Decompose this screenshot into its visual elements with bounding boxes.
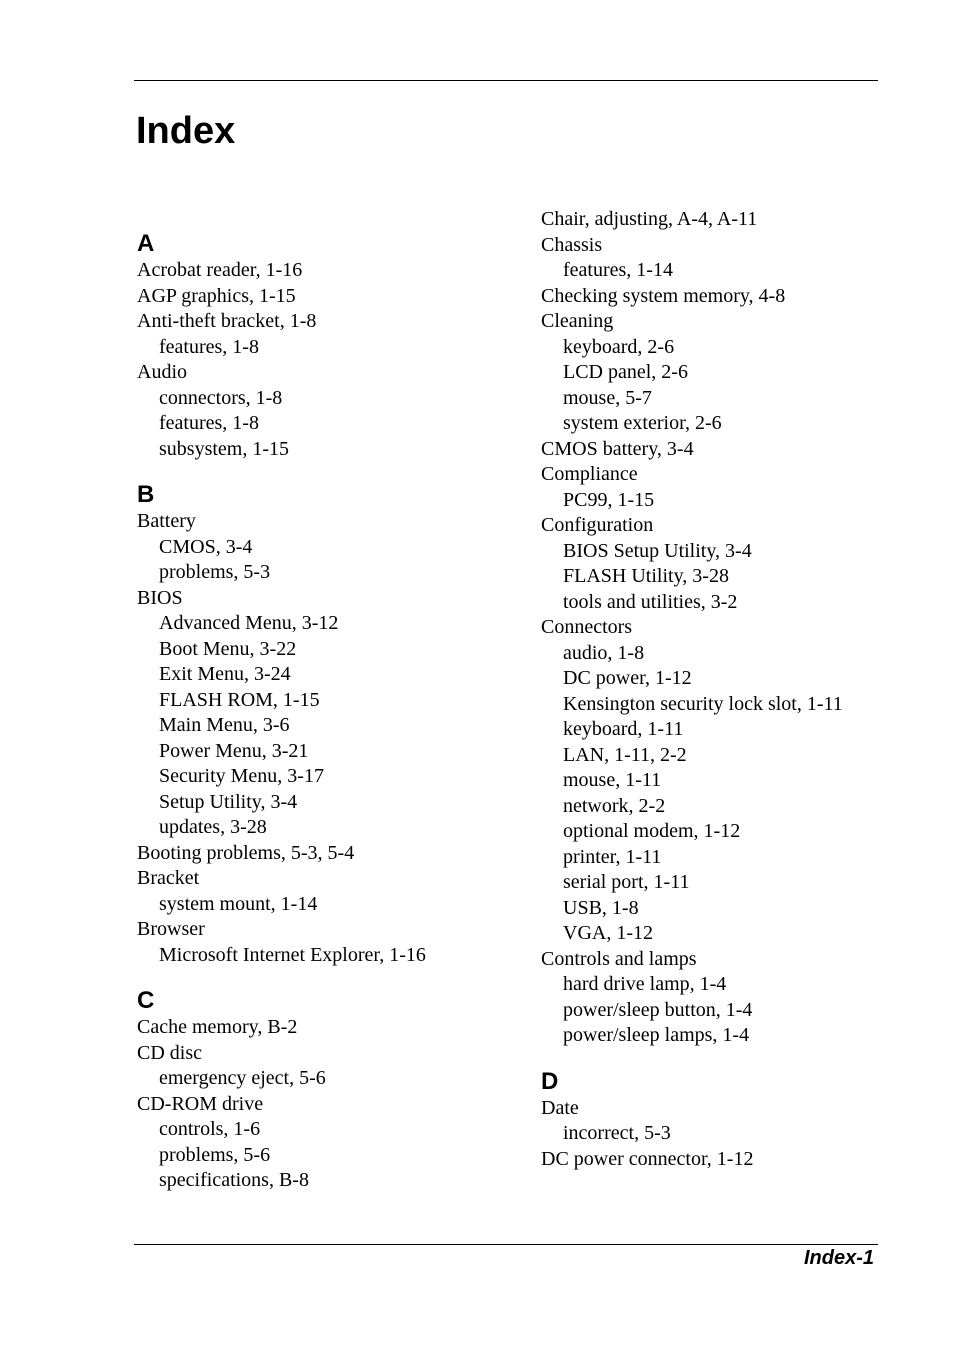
index-subentry: serial port, 1-11 xyxy=(563,871,690,893)
index-subentry: controls, 1-6 xyxy=(159,1118,261,1140)
index-entry: CD disc xyxy=(137,1041,202,1064)
page-footer: Index-1 xyxy=(803,1247,874,1269)
index-subentry: hard drive lamp, 1-4 xyxy=(563,973,727,995)
section-letter: A xyxy=(137,230,155,257)
index-subentry: power/sleep lamps, 1-4 xyxy=(563,1024,750,1046)
index-subentry: LAN, 1-11, 2-2 xyxy=(563,743,687,766)
index-column-right xyxy=(541,207,941,1172)
index-entry: DC power connector, 1-12 xyxy=(541,1147,754,1170)
index-entry: Bracket xyxy=(137,867,200,889)
index-section xyxy=(137,986,537,1194)
index-subentry: mouse, 1-11 xyxy=(563,769,662,791)
section-letter: C xyxy=(137,987,155,1014)
index-subentry: USB, 1-8 xyxy=(563,896,639,919)
index-entry: Chair, adjusting, A-4, A-11 xyxy=(541,208,758,230)
index-subentry: BIOS Setup Utility, 3-4 xyxy=(563,539,752,562)
index-entry: Browser xyxy=(137,918,205,940)
index-subentry: problems, 5-6 xyxy=(159,1143,271,1166)
index-subentry: tools and utilities, 3-2 xyxy=(563,590,738,613)
top-rule xyxy=(134,80,878,81)
section-letter: B xyxy=(137,481,155,508)
index-subentry: connectors, 1-8 xyxy=(159,386,283,409)
index-entry: Acrobat reader, 1-16 xyxy=(137,259,303,281)
index-section xyxy=(541,1067,941,1173)
index-entry: Compliance xyxy=(541,463,638,485)
index-subentry: LCD panel, 2-6 xyxy=(563,361,688,383)
index-subentry: incorrect, 5-3 xyxy=(563,1122,671,1144)
index-subentry: system exterior, 2-6 xyxy=(563,412,722,434)
index-entry: Battery xyxy=(137,510,196,532)
index-subentry: Boot Menu, 3-22 xyxy=(159,637,297,660)
index-subentry: network, 2-2 xyxy=(563,794,666,817)
index-subentry: emergency eject, 5-6 xyxy=(159,1067,326,1089)
bottom-rule xyxy=(134,1244,878,1245)
index-subentry: optional modem, 1-12 xyxy=(563,820,741,842)
index-subentry: Kensington security lock slot, 1-11 xyxy=(563,692,843,715)
index-section xyxy=(137,229,537,462)
index-entry: Anti-theft bracket, 1-8 xyxy=(137,310,317,332)
index-entry: Date xyxy=(541,1096,579,1119)
index-subentry: VGA, 1-12 xyxy=(563,922,653,944)
index-subentry: printer, 1-11 xyxy=(563,845,662,868)
index-subentry: power/sleep button, 1-4 xyxy=(563,998,753,1021)
index-subentry: updates, 3-28 xyxy=(159,816,267,838)
index-entry: Controls and lamps xyxy=(541,947,697,970)
section-letter: D xyxy=(541,1067,559,1095)
index-subentry: keyboard, 2-6 xyxy=(563,335,675,358)
index-entry: BIOS xyxy=(137,586,183,609)
index-subentry: mouse, 5-7 xyxy=(563,386,652,409)
index-subentry: Security Menu, 3-17 xyxy=(159,765,324,787)
index-subentry: subsystem, 1-15 xyxy=(159,437,289,460)
index-entry: Cache memory, B-2 xyxy=(137,1016,298,1038)
index-entry: Connectors xyxy=(541,616,633,638)
index-subentry: features, 1-8 xyxy=(159,412,259,434)
index-column-left xyxy=(137,229,537,1194)
index-entry: Configuration xyxy=(541,514,654,536)
index-subentry: Microsoft Internet Explorer, 1-16 xyxy=(159,943,426,966)
index-subentry: FLASH ROM, 1-15 xyxy=(159,688,320,711)
index-subentry: PC99, 1-15 xyxy=(563,488,655,511)
index-entry: Chassis xyxy=(541,233,603,256)
index-subentry: Power Menu, 3-21 xyxy=(159,739,309,762)
index-subentry: system mount, 1-14 xyxy=(159,892,318,915)
page-title: Index xyxy=(136,110,236,152)
index-entry: CD-ROM drive xyxy=(137,1092,264,1115)
index-entry: AGP graphics, 1-15 xyxy=(137,284,296,307)
index-subentry: keyboard, 1-11 xyxy=(563,718,684,740)
index-section xyxy=(541,207,941,1049)
index-entry: Booting problems, 5-3, 5-4 xyxy=(137,841,355,864)
index-section xyxy=(137,480,537,968)
index-subentry: specifications, B-8 xyxy=(159,1169,309,1191)
index-entry: Checking system memory, 4-8 xyxy=(541,284,786,307)
index-subentry: CMOS, 3-4 xyxy=(159,535,253,558)
index-subentry: FLASH Utility, 3-28 xyxy=(563,565,729,587)
index-subentry: Advanced Menu, 3-12 xyxy=(159,612,339,634)
index-subentry: Setup Utility, 3-4 xyxy=(159,790,298,813)
index-subentry: Main Menu, 3-6 xyxy=(159,714,290,736)
index-subentry: audio, 1-8 xyxy=(563,641,645,664)
index-subentry: features, 1-8 xyxy=(159,335,259,358)
index-entry: Cleaning xyxy=(541,310,614,332)
index-entry: CMOS battery, 3-4 xyxy=(541,437,694,460)
index-subentry: DC power, 1-12 xyxy=(563,667,692,689)
index-subentry: problems, 5-3 xyxy=(159,561,271,583)
index-subentry: Exit Menu, 3-24 xyxy=(159,663,291,685)
index-subentry: features, 1-14 xyxy=(563,259,673,281)
index-entry: Audio xyxy=(137,361,187,383)
